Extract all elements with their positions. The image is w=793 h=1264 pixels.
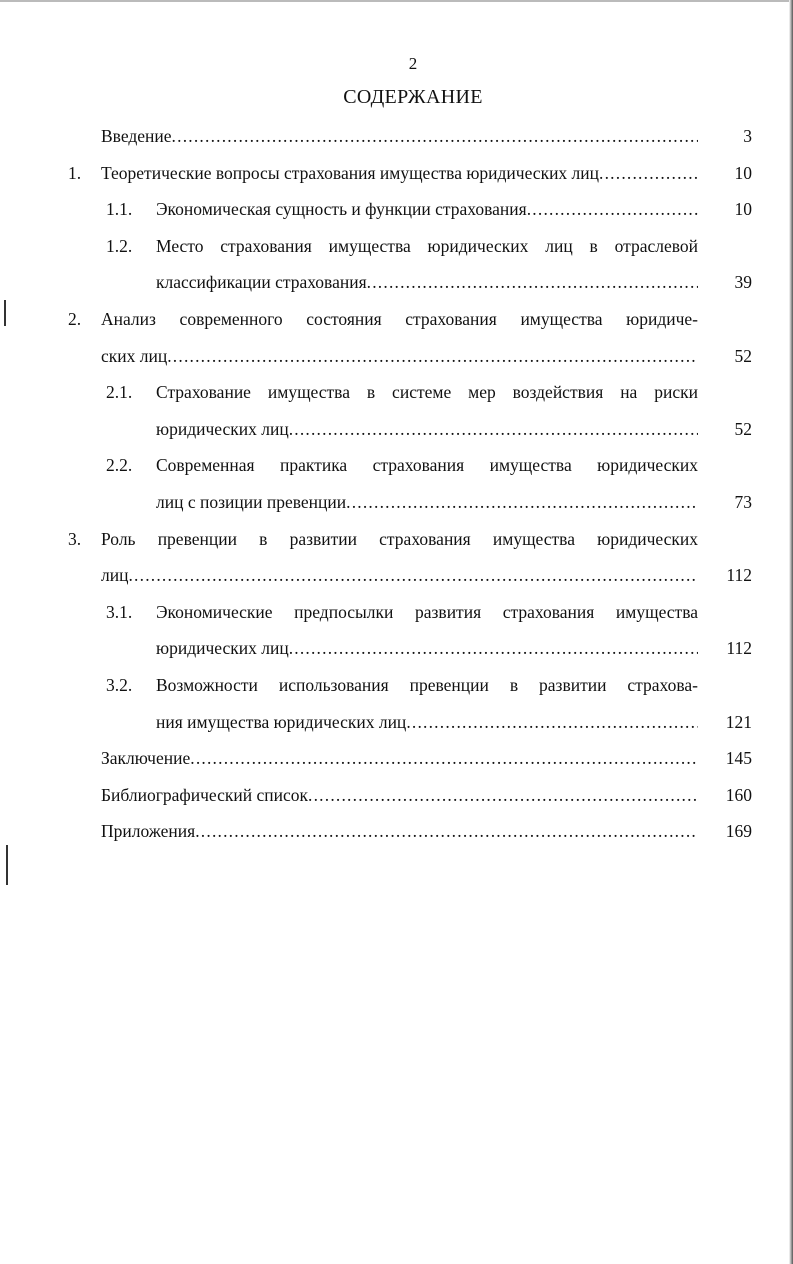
toc-entry-text: Роль превенции в развитии страхования имущества юридических: [101, 528, 698, 549]
scan-mark: [6, 845, 8, 885]
toc-entry-continuation[interactable]: [68, 557, 756, 594]
toc-entry-continuation[interactable]: [68, 411, 756, 448]
toc-entry[interactable]: [68, 777, 756, 814]
toc-entry-text: Теоретические вопросы страхования имущества юридических лиц: [101, 162, 600, 183]
toc-leader-dots: [367, 264, 698, 301]
toc-entry-text: Заключение: [101, 748, 191, 769]
toc-leader-dots: [172, 118, 698, 155]
toc-entry-text: Экономические предпосылки развития страхования имущества: [156, 601, 698, 622]
toc-page-number: 145: [725, 748, 752, 769]
toc-page-number: 52: [734, 418, 752, 439]
toc-entry-text: Приложения: [101, 821, 196, 842]
page-title: СОДЕРЖАНИЕ: [343, 86, 483, 108]
scan-right-edge: [789, 0, 793, 1264]
toc-section-number: 3.2.: [106, 674, 133, 695]
scan-mark: [4, 300, 6, 326]
toc-leader-dots: [190, 740, 698, 777]
toc-entry-text: Современная практика страхования имущества юридических: [156, 455, 698, 476]
page-number: 2: [408, 54, 418, 73]
toc-entry-text: лиц: [101, 565, 129, 586]
toc-page-number: 121: [725, 711, 752, 732]
toc-entry-text: Библиографический список: [101, 784, 309, 805]
toc-page-number: 52: [734, 345, 752, 366]
toc-section-number: 3.1.: [106, 601, 133, 622]
toc-entry-text: классификации страхования: [156, 272, 367, 293]
toc-entry-continuation[interactable]: [68, 338, 756, 375]
table-of-contents: [68, 118, 756, 850]
toc-leader-dots: [167, 338, 698, 375]
toc-entry-text: ния имущества юридических лиц: [156, 711, 407, 732]
toc-entry-text: Место страхования имущества юридических лиц в отраслевой: [156, 235, 698, 256]
toc-entry[interactable]: [68, 447, 756, 484]
toc-entry[interactable]: [68, 813, 756, 850]
toc-page-number: 112: [726, 565, 752, 586]
toc-section-number: 1.: [68, 162, 82, 183]
toc-leader-dots: [406, 704, 698, 741]
toc-entry-text: Экономическая сущность и функции страхования: [156, 199, 527, 220]
toc-section-number: 2.1.: [106, 382, 133, 403]
toc-leader-dots: [289, 411, 698, 448]
toc-page-number: 3: [743, 126, 752, 146]
toc-page-number: 160: [725, 784, 752, 805]
toc-leader-dots: [599, 155, 698, 192]
toc-entry[interactable]: [68, 667, 756, 704]
toc-page-number: 169: [725, 821, 752, 842]
toc-entry[interactable]: [68, 228, 756, 265]
toc-entry-text: Анализ современного состояния страхования имущества юридиче-: [101, 308, 698, 329]
toc-leader-dots: [195, 813, 698, 850]
toc-section-number: 2.: [68, 308, 82, 329]
toc-entry-text: Возможности использования превенции в развитии страхова-: [156, 674, 698, 695]
toc-entry[interactable]: [68, 374, 756, 411]
toc-page-number: 73: [734, 491, 752, 512]
toc-section-number: 2.2.: [106, 455, 133, 476]
toc-entry-continuation[interactable]: [68, 264, 756, 301]
toc-section-number: 1.2.: [106, 235, 133, 256]
toc-leader-dots: [527, 191, 698, 228]
toc-entry-continuation[interactable]: [68, 484, 756, 521]
toc-entry[interactable]: [68, 594, 756, 631]
toc-section-number: 1.1.: [106, 199, 133, 220]
toc-entry-text: Введение: [101, 126, 172, 146]
toc-entry-text: Страхование имущества в системе мер воздействия на риски: [156, 382, 698, 403]
toc-page-number: 39: [734, 272, 752, 293]
toc-entry[interactable]: [68, 155, 756, 192]
toc-entry-text: юридических лиц: [156, 638, 289, 659]
toc-page-number: 10: [734, 199, 752, 220]
toc-page-number: 10: [734, 162, 752, 183]
toc-leader-dots: [346, 484, 698, 521]
toc-leader-dots: [308, 777, 698, 814]
toc-section-number: 3.: [68, 528, 82, 549]
toc-entry[interactable]: [68, 740, 756, 777]
toc-entry-continuation[interactable]: [68, 704, 756, 741]
toc-page-number: 112: [726, 638, 752, 659]
toc-entry-text: юридических лиц: [156, 418, 289, 439]
toc-entry-continuation[interactable]: [68, 630, 756, 667]
toc-entry-text: ских лиц: [101, 345, 168, 366]
toc-entry-text: лиц с позиции превенции: [156, 491, 347, 512]
toc-entry[interactable]: [68, 118, 756, 155]
toc-leader-dots: [289, 630, 698, 667]
toc-entry[interactable]: [68, 191, 756, 228]
toc-entry[interactable]: [68, 521, 756, 558]
scan-top-edge: [0, 0, 793, 2]
toc-leader-dots: [128, 557, 698, 594]
toc-entry[interactable]: [68, 301, 756, 338]
